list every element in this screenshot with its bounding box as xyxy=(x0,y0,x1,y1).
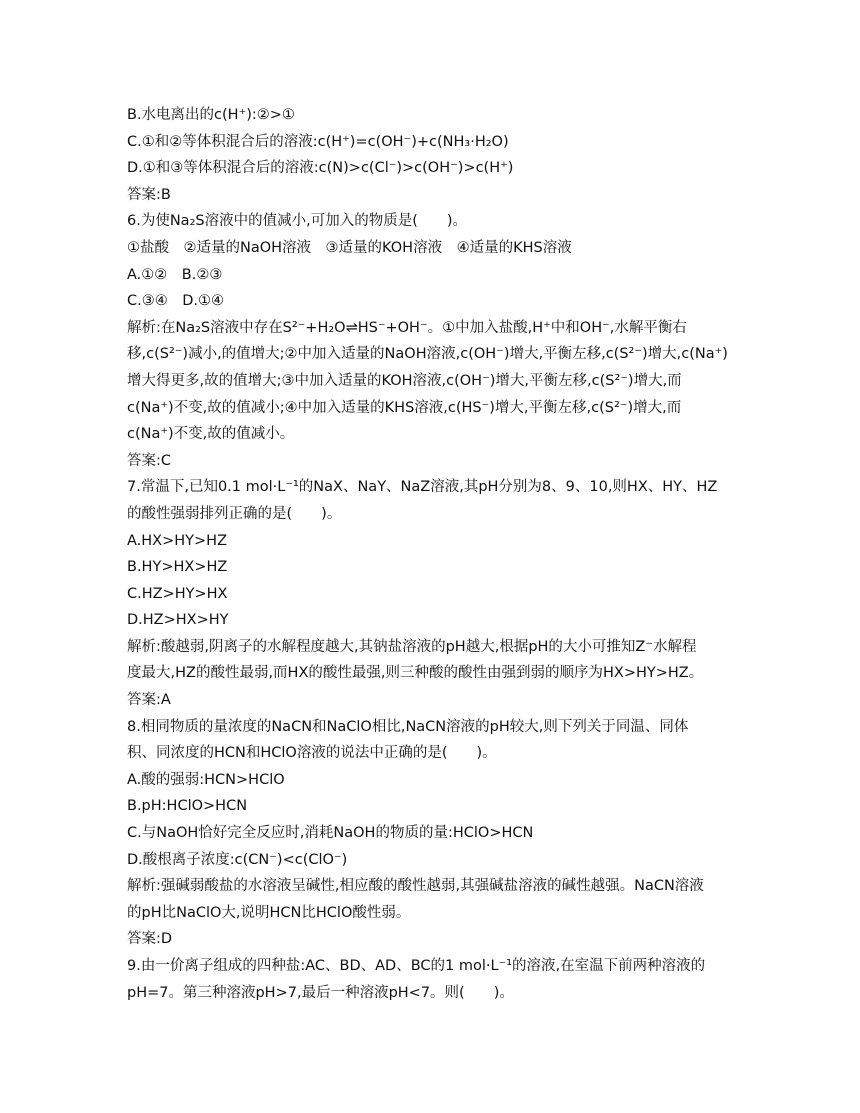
q7-stem-line: 7.常温下,已知0.1 mol·L⁻¹的NaX、NaY、NaZ溶液,其pH分别为8、9、10,则HX、HY、HZ xyxy=(127,479,718,496)
q5-option-c: C.①和②等体积混合后的溶液:c(H⁺)=c(OH⁻)+c(NH₃·H₂O) xyxy=(127,133,509,150)
q7-option-d: D.HZ>HX>HY xyxy=(127,612,229,629)
q7-analysis-line: 度最大,HZ的酸性最弱,而HX的酸性最强,则三种酸的酸性由强到弱的顺序为HX>HY>HZ。 xyxy=(127,665,704,682)
q7-option-c: C.HZ>HY>HX xyxy=(127,585,228,602)
q8-option-a: A.酸的强弱:HCN>HClO xyxy=(127,771,285,788)
q7-option-a: A.HX>HY>HZ xyxy=(127,532,228,549)
q7-stem-line: 的酸性强弱排列正确的是( )。 xyxy=(127,505,342,522)
q8-option-d: D.酸根离子浓度:c(CN⁻)<c(ClO⁻) xyxy=(127,851,348,868)
q7-analysis-line: 解析:酸越弱,阴离子的水解程度越大,其钠盐溶液的pH越大,根据pH的大小可推知Z⁻水解程 xyxy=(127,638,697,655)
q7-answer: 答案:A xyxy=(127,692,171,709)
q5-option-b: B.水电离出的c(H⁺):②>① xyxy=(127,107,295,123)
q8-answer: 答案:D xyxy=(127,931,173,948)
q6-stem: 6.为使Na₂S溶液中的值减小,可加入的物质是( )。 xyxy=(127,213,468,230)
q8-stem-line: 积、同浓度的HCN和HClO溶液的说法中正确的是( )。 xyxy=(127,745,497,762)
q6-analysis-line: 增大得更多,故的值增大;③中加入适量的KOH溶液,c(OH⁻)增大,平衡左移,c(S²⁻)增大,而 xyxy=(127,372,682,389)
q6-items: ①盐酸 ②适量的NaOH溶液 ③适量的KOH溶液 ④适量的KHS溶液 xyxy=(127,239,572,256)
q5-answer: 答案:B xyxy=(127,186,171,203)
q8-option-b: B.pH:HClO>HCN xyxy=(127,798,248,815)
document-body xyxy=(127,102,747,1006)
q6-analysis-line: 解析:在Na₂S溶液中存在S²⁻+H₂O⇌HS⁻+OH⁻。①中加入盐酸,H⁺中和OH⁻,水解平衡右 xyxy=(127,319,687,336)
q8-option-c: C.与NaOH恰好完全反应时,消耗NaOH的物质的量:HClO>HCN xyxy=(127,825,534,842)
q6-answer: 答案:C xyxy=(127,452,172,469)
q8-analysis-line: 的pH比NaClO大,说明HCN比HClO酸性弱。 xyxy=(127,904,411,921)
q6-analysis-line: 移,c(S²⁻)减小,的值增大;②中加入适量的NaOH溶液,c(OH⁻)增大,平衡左移,c(S²⁻)增大,c(Na⁺) xyxy=(127,346,728,363)
q7-option-b: B.HY>HX>HZ xyxy=(127,559,228,576)
q6-options-ab: A.①② B.②③ xyxy=(127,266,223,283)
q8-stem-line: 8.相同物质的量浓度的NaCN和NaClO相比,NaCN溶液的pH较大,则下列关于同温、同体 xyxy=(127,718,689,735)
q6-options-cd: C.③④ D.①④ xyxy=(127,293,225,310)
q6-analysis-line: c(Na⁺)不变,故的值减小;④中加入适量的KHS溶液,c(HS⁻)增大,平衡左移,c(S²⁻)增大,而 xyxy=(127,399,682,416)
q6-analysis-line: c(Na⁺)不变,故的值减小。 xyxy=(127,426,295,443)
q5-option-d: D.①和③等体积混合后的溶液:c(N)>c(Cl⁻)>c(OH⁻)>c(H⁺) xyxy=(127,160,514,177)
q9-stem-line: pH=7。第三种溶液pH>7,最后一种溶液pH<7。则( )。 xyxy=(127,984,514,1001)
q8-analysis-line: 解析:强碱弱酸盐的水溶液呈碱性,相应酸的酸性越弱,其强碱盐溶液的碱性越强。NaCN溶液 xyxy=(127,878,704,895)
q9-stem-line: 9.由一价离子组成的四种盐:AC、BD、AD、BC的1 mol·L⁻¹的溶液,在室温下前两种溶液的 xyxy=(127,958,706,974)
